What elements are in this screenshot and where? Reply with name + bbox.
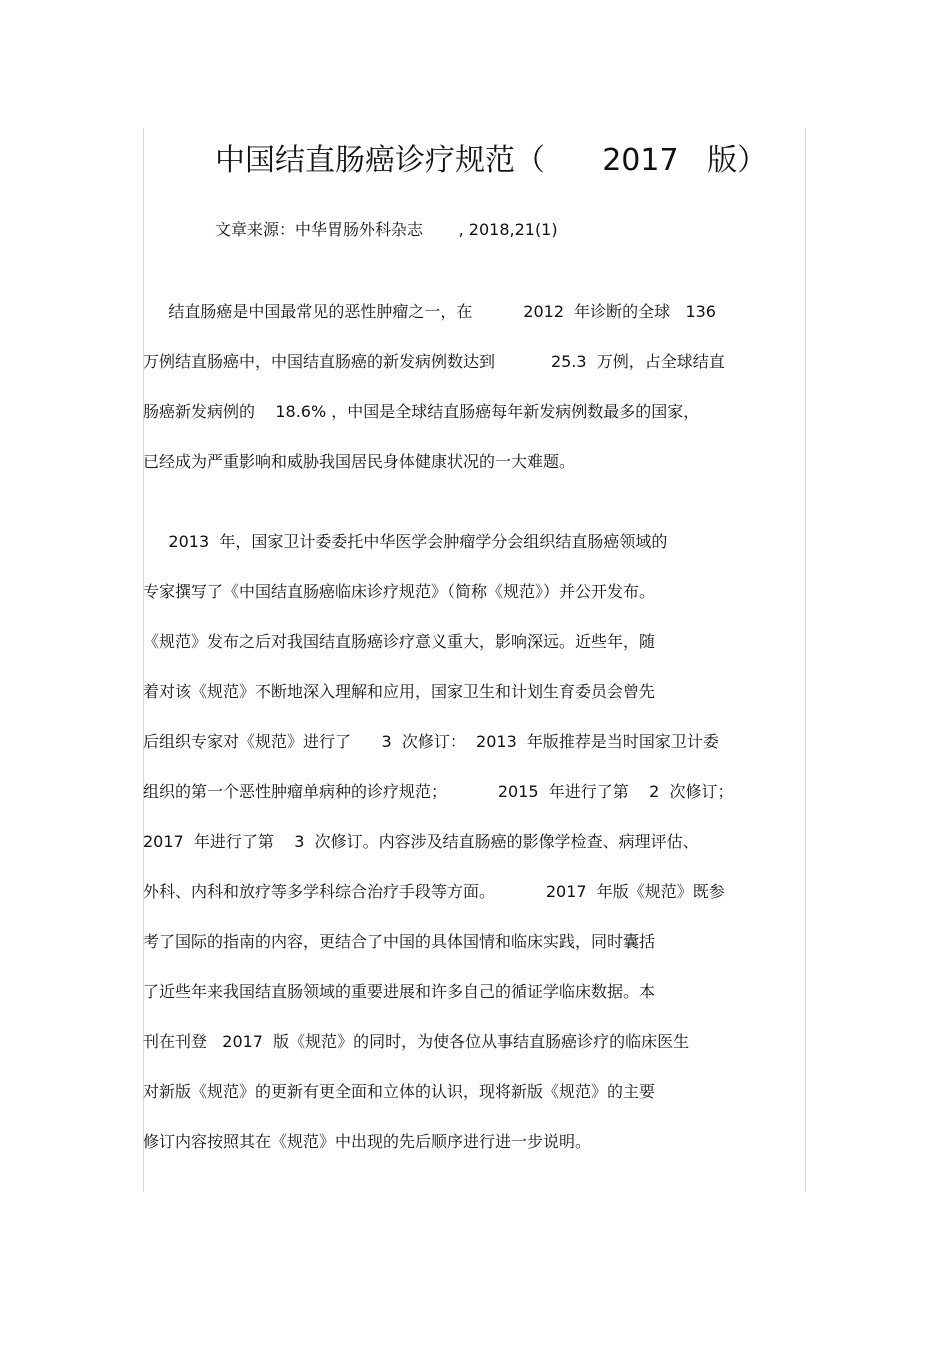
paragraph-2-line-13: 修订内容按照其在《规范》中出现的先后顺序进行进一步说明。 [143, 1132, 592, 1151]
paragraph-2-line-3: 《规范》发布之后对我国结直肠癌诊疗意义重大，影响深远。近些年，随 [143, 632, 656, 651]
paragraph-1-line-1: 结直肠癌是中国最常见的恶性肿瘤之一，在 2012 年诊断的全球 136 [143, 302, 716, 321]
paragraph-2-line-4: 着对该《规范》不断地深入理解和应用，国家卫生和计划生育委员会曾先 [143, 682, 656, 701]
paragraph-2-line-1: 2013 年，国家卫计委委托中华医学会肿瘤学分会组织结直肠癌领域的 [143, 532, 668, 551]
paragraph-1-line-4: 已经成为严重影响和威胁我国居民身体健康状况的一大难题。 [143, 452, 576, 471]
paragraph-2-line-6: 组织的第一个恶性肿瘤单病种的诊疗规范； 2015 年进行了第 2 次修订； [143, 782, 734, 801]
paragraph-2-line-8: 外科、内科和放疗等多学科综合治疗手段等方面。 2017 年版《规范》既参 [143, 882, 725, 901]
paragraph-1-line-2: 万例结直肠癌中，中国结直肠癌的新发病例数达到 25.3 万例，占全球结直 [143, 352, 725, 371]
article-source: 文章来源：中华胃肠外科杂志 , 2018,21(1) [215, 220, 558, 239]
paragraph-2-line-11: 刊在刊登 2017 版《规范》的同时，为使各位从事结直肠癌诊疗的临床医生 [143, 1032, 690, 1051]
paragraph-2-line-7: 2017 年进行了第 3 次修订。内容涉及结直肠癌的影像学检查、病理评估、 [143, 832, 699, 851]
paragraph-2-line-10: 了近些年来我国结直肠领域的重要进展和许多自己的循证学临床数据。本 [143, 982, 656, 1001]
paragraph-1-line-3: 肠癌新发病例的 18.6% ，中国是全球结直肠癌每年新发病例数最多的国家， [143, 402, 700, 421]
paragraph-2-line-9: 考了国际的指南的内容，更结合了中国的具体国情和临床实践，同时囊括 [143, 932, 656, 951]
paragraph-2-line-12: 对新版《规范》的更新有更全面和立体的认识，现将新版《规范》的主要 [143, 1082, 656, 1101]
page-right-rule [805, 128, 806, 1192]
paragraph-2-line-5: 后组织专家对《规范》进行了 3 次修订： 2013 年版推荐是当时国家卫计委 [143, 732, 719, 751]
paragraph-2-line-2: 专家撰写了《中国结直肠癌临床诊疗规范》（简称《规范》）并公开发布。 [143, 582, 656, 601]
document-title: 中国结直肠癌诊疗规范（ 2017 版） [215, 143, 768, 178]
